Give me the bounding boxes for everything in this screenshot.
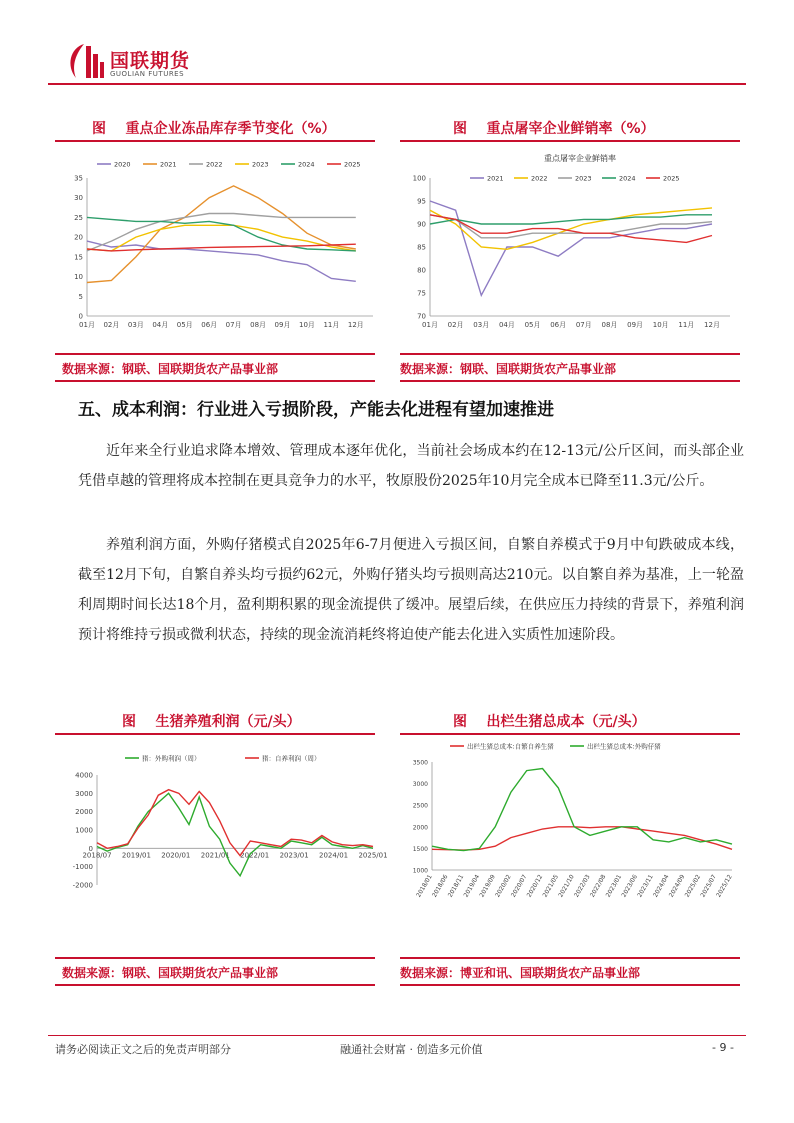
- x-tick-label: 2025/07: [699, 873, 718, 899]
- x-tick-label: 07月: [575, 321, 592, 329]
- footer-disclaimer: 请务必阅读正文之后的免责声明部分: [55, 1043, 231, 1056]
- fig4-title: 图 出栏生猪总成本（元/头）: [453, 714, 646, 730]
- x-tick-label: 06月: [550, 321, 567, 329]
- x-tick-label: 04月: [498, 321, 515, 329]
- fig1-source-rule: [55, 380, 375, 382]
- x-tick-label: 2025/12: [715, 873, 734, 899]
- fig1-top-rule: [55, 140, 375, 142]
- legend-label: 2022: [206, 160, 223, 169]
- x-tick-label: 01月: [79, 321, 95, 329]
- x-tick-label: 2022/01: [240, 851, 270, 860]
- x-tick-label: 2023/11: [636, 873, 655, 899]
- x-tick-label: 2018/11: [446, 873, 466, 899]
- series-line-2023: [430, 215, 712, 238]
- series-line-猪：自养利润（周）: [97, 790, 373, 856]
- x-tick-label: 12月: [704, 321, 720, 329]
- y-tick-label: 15: [74, 253, 83, 262]
- x-tick-label: 2023/06: [620, 873, 639, 899]
- legend-label: 2021: [160, 160, 177, 169]
- paragraph-2: 养殖利润方面，外购仔猪模式自2025年6-7月便进入亏损区间，自繁自养模式于9月中旬跌破成本线，截至12月下旬，自繁自养头均亏损约62元，外购仔猪头均亏损则高达210元。以自繁自养为基准，上一轮盈利周期时间长达18个月，盈利期积累的现金流提供了缓冲。展望后续，在供应压力持续的背景下，养殖利润预计将维持亏损或微利状态，持续的现金流消耗终将迫使产能去化进入实质性加速阶段。: [78, 537, 744, 643]
- x-tick-label: 03月: [127, 321, 144, 329]
- x-tick-label: 10月: [298, 321, 315, 329]
- header-rule: [48, 83, 746, 85]
- y-tick-label: 100: [412, 174, 426, 183]
- x-tick-label: 2024/09: [667, 873, 687, 899]
- fig4-source: 数据来源：博亚和讯、国联期货农产品事业部: [400, 966, 641, 980]
- x-tick-label: 2021/05: [541, 873, 561, 899]
- brand-name: 国联期货: [110, 50, 191, 72]
- fig1-bottom-rule: [55, 353, 375, 355]
- x-tick-label: 2022/08: [588, 873, 608, 899]
- fig2-title: 图 重点屠宰企业鲜销率（%）: [453, 121, 655, 137]
- y-tick-label: 10: [74, 273, 83, 282]
- legend-label: 2020: [114, 160, 131, 169]
- x-tick-label: 02月: [447, 321, 464, 329]
- legend-label: 出栏生猪总成本:外购仔猪: [587, 742, 661, 751]
- legend-label: 2025: [663, 174, 680, 183]
- x-tick-label: 10月: [652, 321, 669, 329]
- y-tick-label: 95: [417, 197, 426, 206]
- x-tick-label: 2019/09: [478, 873, 497, 899]
- x-tick-label: 12月: [347, 321, 364, 329]
- y-tick-label: 35: [74, 174, 83, 183]
- x-tick-label: 2023/01: [279, 851, 309, 860]
- y-tick-label: 1500: [412, 845, 428, 853]
- legend-label: 猪：自养利润（周）: [262, 754, 321, 763]
- fig4-source-rule: [400, 984, 740, 986]
- legend-label: 2023: [575, 174, 592, 183]
- fresh-sales-chart: [400, 148, 740, 338]
- inventory-chart: [55, 148, 380, 338]
- x-tick-label: 02月: [103, 321, 120, 329]
- y-tick-label: 85: [417, 243, 426, 252]
- y-tick-label: 0: [78, 312, 83, 321]
- x-tick-label: 2025/02: [683, 873, 703, 899]
- y-tick-label: 70: [417, 312, 426, 321]
- x-tick-label: 2018/06: [430, 873, 450, 899]
- total-cost-chart: [400, 740, 740, 945]
- x-tick-label: 2021/10: [557, 873, 576, 899]
- y-tick-label: 80: [417, 266, 426, 275]
- x-tick-label: 2024/01: [319, 851, 349, 860]
- x-tick-label: 2019/01: [121, 851, 151, 860]
- page-number: - 9 -: [712, 1041, 734, 1054]
- y-tick-label: 3000: [412, 781, 428, 789]
- y-tick-label: 75: [417, 289, 426, 298]
- x-tick-label: 05月: [176, 321, 193, 329]
- x-tick-label: 2023/01: [604, 873, 624, 899]
- x-tick-label: 11月: [678, 321, 695, 329]
- series-line-出栏生猪总成本:外购仔猪: [432, 769, 732, 851]
- x-tick-label: 01月: [422, 321, 438, 329]
- x-tick-label: 2022/03: [573, 873, 592, 899]
- y-tick-label: 3000: [75, 789, 93, 798]
- y-tick-label: 0: [88, 844, 93, 853]
- x-tick-label: 2020/01: [161, 851, 191, 860]
- legend-label: 2025: [344, 160, 361, 169]
- y-tick-label: 2000: [75, 808, 93, 817]
- series-line-猪：外购利润（周）: [97, 793, 373, 876]
- x-tick-label: 2021/01: [200, 851, 230, 860]
- profit-chart: [55, 740, 388, 945]
- x-tick-label: 2019/04: [462, 873, 482, 899]
- x-tick-label: 2018/07: [82, 851, 112, 860]
- y-tick-label: 4000: [75, 771, 93, 780]
- legend-label: 2024: [619, 174, 636, 183]
- y-tick-label: 30: [74, 194, 83, 203]
- paragraph-1: 近年来全行业追求降本增效、管理成本逐年优化，当前社会场成本约在12-13元/公斤区间，而头部企业凭借卓越的管理将成本控制在更具竞争力的水平，牧原股份2025年10月完全成本已降至11.3元/公斤。: [78, 443, 744, 489]
- y-tick-label: -2000: [72, 881, 93, 890]
- series-line-2021: [430, 201, 712, 295]
- brand-subtitle: GUOLIAN FUTURES: [110, 70, 185, 78]
- y-tick-label: 20: [74, 233, 83, 242]
- legend-label: 2022: [531, 174, 548, 183]
- y-tick-label: 2500: [412, 802, 428, 810]
- fig3-title: 图 生猪养殖利润（元/头）: [122, 714, 301, 730]
- fig2-bottom-rule: [400, 353, 740, 355]
- fig2-source: 数据来源：钢联、国联期货农产品事业部: [400, 362, 617, 376]
- x-tick-label: 05月: [524, 321, 541, 329]
- x-tick-label: 2024/04: [652, 873, 671, 899]
- series-line-2024: [430, 215, 712, 224]
- x-tick-label: 11月: [323, 321, 340, 329]
- fig3-top-rule: [55, 733, 375, 735]
- x-tick-label: 2025/01: [358, 851, 388, 860]
- fig3-source-rule: [55, 984, 375, 986]
- y-tick-label: 3500: [412, 759, 428, 767]
- fig2-top-rule: [400, 140, 740, 142]
- chart-title: 重点屠宰企业鲜销率: [544, 154, 616, 163]
- x-tick-label: 09月: [627, 321, 644, 329]
- fig4-bottom-rule: [400, 957, 740, 959]
- y-tick-label: 5: [78, 292, 83, 301]
- x-tick-label: 03月: [473, 321, 490, 329]
- y-tick-label: 90: [417, 220, 426, 229]
- fig1-source: 数据来源：钢联、国联期货农产品事业部: [62, 362, 279, 376]
- fig3-source: 数据来源：钢联、国联期货农产品事业部: [62, 966, 279, 980]
- x-tick-label: 04月: [152, 321, 169, 329]
- y-tick-label: 1000: [75, 826, 93, 835]
- legend-label: 2023: [252, 160, 269, 169]
- logo-mark: [62, 40, 106, 82]
- fig4-top-rule: [400, 733, 740, 735]
- legend-label: 2024: [298, 160, 315, 169]
- x-tick-label: 09月: [274, 321, 291, 329]
- legend-label: 出栏生猪总成本:自繁自养生猪: [467, 742, 554, 751]
- x-tick-label: 2020/02: [494, 873, 513, 899]
- fig1-title: 图 重点企业冻品库存季节变化（%）: [92, 121, 336, 137]
- x-tick-label: 2020/07: [509, 873, 529, 899]
- footer-slogan: 融通社会财富 · 创造多元价值: [340, 1043, 483, 1056]
- y-tick-label: 2000: [412, 824, 428, 832]
- y-tick-label: 25: [74, 213, 83, 222]
- x-tick-label: 07月: [225, 321, 242, 329]
- x-tick-label: 08月: [250, 321, 267, 329]
- y-tick-label: -1000: [72, 863, 93, 872]
- x-tick-label: 06月: [201, 321, 218, 329]
- x-tick-label: 2018/01: [415, 873, 434, 899]
- y-tick-label: 1000: [412, 867, 428, 875]
- section-heading: 五、成本利润：行业进入亏损阶段，产能去化进程有望加速推进: [78, 400, 554, 420]
- fig2-source-rule: [400, 380, 740, 382]
- x-tick-label: 08月: [601, 321, 618, 329]
- legend-label: 猪：外购利润（周）: [142, 754, 201, 763]
- x-tick-label: 2020/12: [525, 873, 545, 899]
- footer-rule: [48, 1035, 746, 1036]
- fig3-bottom-rule: [55, 957, 375, 959]
- legend-label: 2021: [487, 174, 504, 183]
